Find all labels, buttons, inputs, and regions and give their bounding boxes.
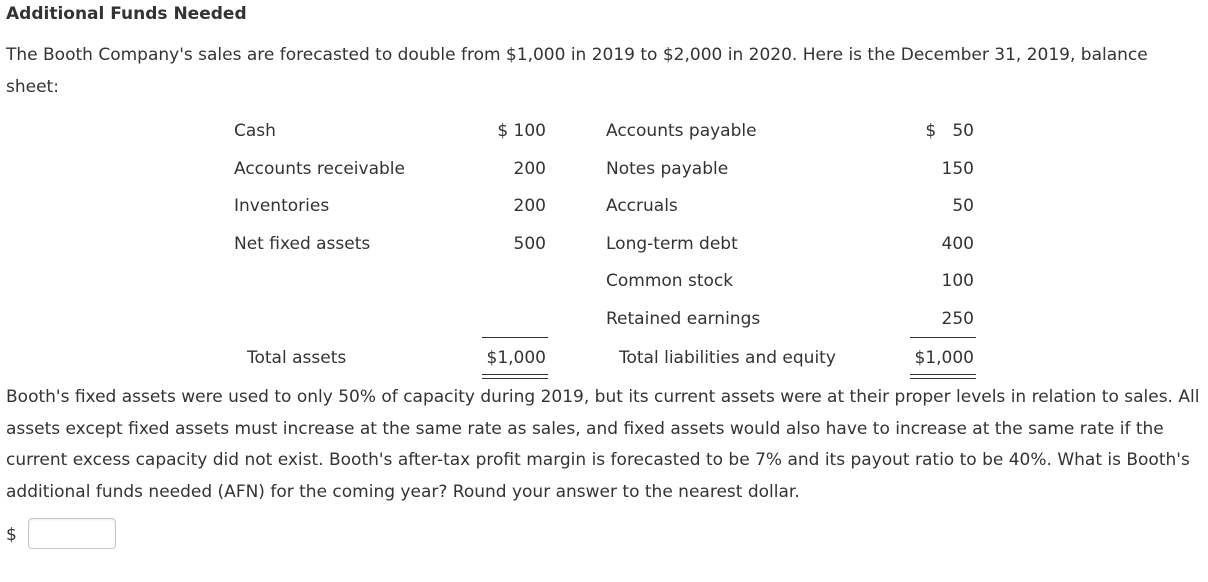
liability-label-long-term-debt: Long-term debt bbox=[606, 234, 738, 254]
asset-value-cash: $ 100 bbox=[497, 121, 546, 141]
total-liabilities-label: Total liabilities and equity bbox=[619, 348, 836, 368]
liability-label-common-stock: Common stock bbox=[606, 271, 734, 291]
asset-label-fixed-assets: Net fixed assets bbox=[234, 234, 371, 254]
intro-paragraph: The Booth Company's sales are forecasted to double from $1,000 in 2019 to $2,000 in 2020. Here is the December 31, 2019, balance sheet: bbox=[6, 45, 1148, 97]
liability-label-retained-earnings: Retained earnings bbox=[606, 309, 761, 329]
liabilities-total-double-rule bbox=[910, 374, 976, 379]
asset-label-inventories: Inventories bbox=[234, 196, 330, 216]
asset-value-receivables: 200 bbox=[513, 159, 546, 179]
liability-value-accruals: 50 bbox=[952, 196, 974, 216]
liability-value-common-stock: 100 bbox=[941, 271, 974, 291]
problem-title: Additional Funds Needed bbox=[6, 4, 247, 24]
asset-label-receivables: Accounts receivable bbox=[234, 159, 405, 179]
asset-value-fixed-assets: 500 bbox=[513, 234, 546, 254]
liability-value-long-term-debt: 400 bbox=[941, 234, 974, 254]
liability-value-retained-earnings: 250 bbox=[941, 309, 974, 329]
total-assets-label: Total assets bbox=[247, 348, 347, 368]
liability-value-notes-payable: 150 bbox=[941, 159, 974, 179]
total-liabilities-value: $1,000 bbox=[914, 348, 974, 368]
assets-subtotal-rule bbox=[482, 337, 548, 338]
total-assets-value: $1,000 bbox=[486, 348, 546, 368]
question-paragraph: Booth's fixed assets were used to only 50% of capacity during 2019, but its current assets were at their proper levels in relation to sales. All assets except fixed assets must increase at the same rate as sales, and fixed assets would also have to increase at the same rate if the current excess capacity did not exist. Booth's after-tax profit margin is forecasted to be 7% and its payout ratio to be 40%. What is Booth's additional funds needed (AFN) for the coming year? Round your answer to the nearest dollar. bbox=[6, 387, 1200, 502]
liability-label-accruals: Accruals bbox=[606, 196, 678, 216]
asset-value-inventories: 200 bbox=[513, 196, 546, 216]
answer-currency-symbol: $ bbox=[6, 525, 17, 545]
liability-label-notes-payable: Notes payable bbox=[606, 159, 729, 179]
asset-label-cash: Cash bbox=[234, 121, 276, 141]
liabilities-subtotal-rule bbox=[910, 337, 976, 338]
liability-label-accounts-payable: Accounts payable bbox=[606, 121, 757, 141]
assets-total-double-rule bbox=[482, 374, 548, 379]
afn-answer-input[interactable] bbox=[28, 518, 116, 549]
liability-value-accounts-payable: $ 50 bbox=[925, 121, 974, 141]
